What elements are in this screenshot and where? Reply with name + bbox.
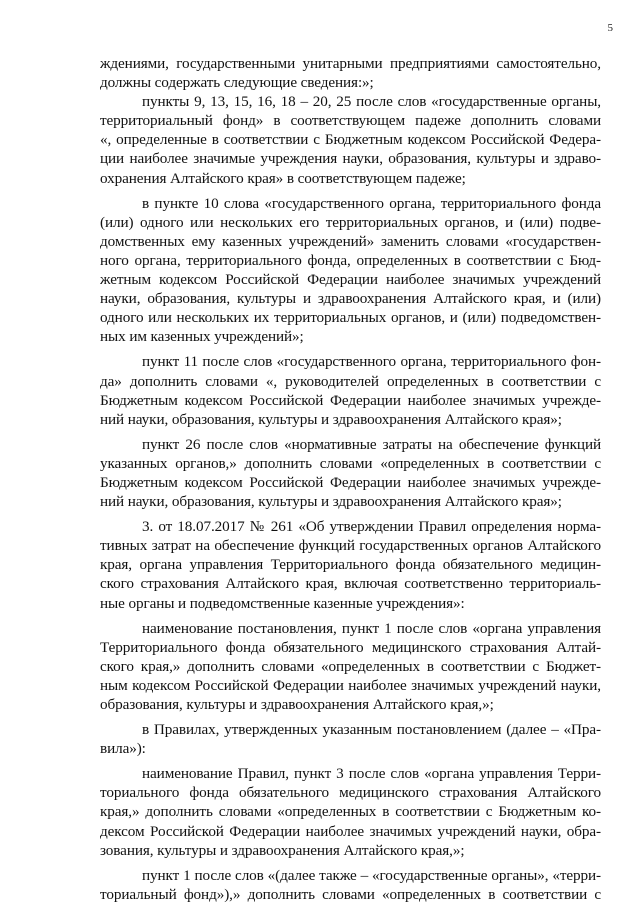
text-line: ного органа, территориального фонда, определенных в соответствии с Бюд- bbox=[100, 251, 601, 269]
text-line: 3. от 18.07.2017 № 261 «Об утверждении Правил определения норма- bbox=[142, 518, 601, 536]
text-line: ждениями, государственными унитарными предприятиями самостоятельно, bbox=[100, 55, 601, 72]
text-line: ского края,» дополнить словами «определенных в соответствии с Бюджет- bbox=[100, 657, 601, 675]
text-line: охранения Алтайского края» в соответствующем падеже; bbox=[100, 169, 466, 187]
text-line: да» дополнить словами «, руководителей определенных в соответствии с bbox=[100, 372, 601, 390]
text-line: ным кодексом Российской Федерации наиболее значимых учреждений науки, bbox=[100, 676, 601, 694]
text-line: Бюджетным кодексом Российской Федерации наиболее значимых учрежде- bbox=[100, 473, 601, 491]
text-line: должны содержать следующие сведения:»; bbox=[100, 74, 374, 92]
body-text bbox=[100, 54, 601, 904]
text-line: Территориального фонда обязательного медицинского страхования Алтай- bbox=[100, 638, 601, 656]
text-line: вила»): bbox=[100, 740, 146, 758]
text-line: наименование постановления, пункт 1 после слов «органа управления bbox=[142, 619, 601, 637]
text-line: ний науки, образования, культуры и здравоохранения Алтайского края»; bbox=[100, 493, 562, 511]
text-line: пункт 1 после слов «(далее также – «государственные органы», «терри- bbox=[142, 866, 601, 884]
text-line: в Правилах, утвержденных указанным постановлением (далее – «Пра- bbox=[142, 721, 601, 739]
text-line: зования, культуры и здравоохранения Алтайского края,»; bbox=[100, 841, 465, 859]
text-line: пункт 11 после слов «государственного органа, территориального фон- bbox=[142, 353, 601, 371]
text-line: ториальный фонд»),» дополнить словами «определенных в соответствии с bbox=[100, 885, 601, 903]
text-line: ные органы и подведомственные казенные учреждения»: bbox=[100, 594, 465, 612]
text-line: ний науки, образования, культуры и здравоохранения Алтайского края»; bbox=[100, 410, 562, 428]
text-line: территориальный фонд» в соответствующем падеже дополнить словами bbox=[100, 112, 601, 130]
page-number: 5 bbox=[607, 22, 613, 34]
text-line: домственных ему казенных учреждений» заменить словами «государствен- bbox=[100, 232, 601, 250]
text-line: образования, культуры и здравоохранения Алтайского края,»; bbox=[100, 696, 494, 713]
text-line: дексом Российской Федерации наиболее значимых учреждений науки, обра- bbox=[100, 822, 601, 840]
text-line: пункт 26 после слов «нормативные затраты на обеспечение функций bbox=[142, 435, 601, 453]
text-line: тивных затрат на обеспечение функций государственных органов Алтайского bbox=[100, 537, 601, 555]
text-line: указанных органов,» дополнить словами «определенных в соответствии с bbox=[100, 454, 601, 472]
text-line: ториального фонда обязательного медицинского страхования Алтайского bbox=[100, 784, 601, 802]
text-line: края, органа управления Территориального фонда обязательного медицин- bbox=[100, 556, 601, 574]
text-line: ных им казенных учреждений»; bbox=[100, 328, 304, 346]
text-line: «, определенные в соответствии с Бюджетным кодексом Российской Федера- bbox=[100, 131, 601, 149]
text-line: ции наиболее значимые учреждения науки, образования, культуры и здраво- bbox=[100, 150, 601, 168]
text-line: одного или нескольких их территориальных органов, и (или) подведомствен- bbox=[100, 309, 601, 327]
text-line: науки, образования, культуры и здравоохранения Алтайского края, и (или) bbox=[100, 290, 601, 308]
text-line: пункты 9, 13, 15, 16, 18 – 20, 25 после слов «государственные органы, bbox=[142, 93, 601, 111]
text-line: жетным кодексом Российской Федерации наиболее значимых учреждений bbox=[100, 271, 601, 289]
text-line: (или) одного или нескольких его территориальных органов, и (или) подве- bbox=[100, 213, 601, 231]
text-line: в пункте 10 слова «государственного органа, территориального фонда bbox=[142, 194, 601, 212]
text-line: края,» дополнить словами «определенных в соответствии с Бюджетным ко- bbox=[100, 803, 601, 821]
text-line: ского страхования Алтайского края, включая соответственно территориаль- bbox=[100, 575, 601, 593]
text-line: Бюджетным кодексом Российской Федерации наиболее значимых учрежде- bbox=[100, 391, 601, 409]
text-line: наименование Правил, пункт 3 после слов «органа управления Терри- bbox=[142, 765, 601, 783]
